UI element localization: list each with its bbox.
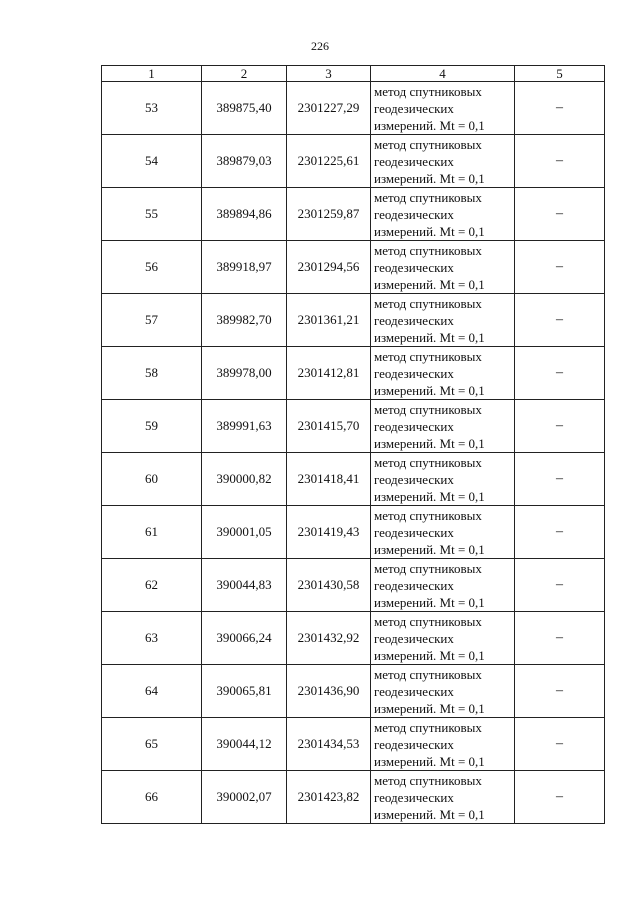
table-row [102, 294, 605, 347]
point-number: 53 [102, 82, 202, 135]
coord-x: 389879,03 [202, 135, 287, 188]
coord-x: 390044,83 [202, 559, 287, 612]
coord-y: 2301430,58 [287, 559, 371, 612]
coord-y: 2301436,90 [287, 665, 371, 718]
point-number: 61 [102, 506, 202, 559]
point-number: 63 [102, 612, 202, 665]
coord-y: 2301432,92 [287, 612, 371, 665]
coord-y: 2301227,29 [287, 82, 371, 135]
table-row [102, 241, 605, 294]
table-row [102, 453, 605, 506]
point-number: 64 [102, 665, 202, 718]
header-col-2: 2 [202, 66, 287, 82]
table-row [102, 612, 605, 665]
header-col-3: 3 [287, 66, 371, 82]
point-number: 54 [102, 135, 202, 188]
coord-x: 390066,24 [202, 612, 287, 665]
point-number: 56 [102, 241, 202, 294]
note-dash: – [515, 294, 605, 347]
point-number: 66 [102, 771, 202, 824]
measurement-method: метод спутниковых геодезических измерений. Mt = 0,1 [371, 612, 515, 665]
note-dash: – [515, 453, 605, 506]
point-number: 57 [102, 294, 202, 347]
note-dash: – [515, 665, 605, 718]
note-dash: – [515, 559, 605, 612]
point-number: 55 [102, 188, 202, 241]
measurement-method: метод спутниковых геодезических измерений. Mt = 0,1 [371, 665, 515, 718]
coord-y: 2301423,82 [287, 771, 371, 824]
point-number: 62 [102, 559, 202, 612]
table-row [102, 135, 605, 188]
table-row [102, 718, 605, 771]
coord-x: 389978,00 [202, 347, 287, 400]
measurement-method: метод спутниковых геодезических измерений. Mt = 0,1 [371, 82, 515, 135]
coord-y: 2301225,61 [287, 135, 371, 188]
point-number: 60 [102, 453, 202, 506]
header-col-4: 4 [371, 66, 515, 82]
coord-y: 2301415,70 [287, 400, 371, 453]
coord-y: 2301361,21 [287, 294, 371, 347]
table-header-row [102, 66, 605, 82]
note-dash: – [515, 400, 605, 453]
coord-x: 389991,63 [202, 400, 287, 453]
measurement-method: метод спутниковых геодезических измерений. Mt = 0,1 [371, 135, 515, 188]
header-col-5: 5 [515, 66, 605, 82]
page-number: 226 [311, 39, 329, 53]
coord-y: 2301294,56 [287, 241, 371, 294]
point-number: 58 [102, 347, 202, 400]
note-dash: – [515, 506, 605, 559]
measurement-method: метод спутниковых геодезических измерений. Mt = 0,1 [371, 347, 515, 400]
coord-y: 2301419,43 [287, 506, 371, 559]
coord-y: 2301434,53 [287, 718, 371, 771]
coord-x: 390001,05 [202, 506, 287, 559]
note-dash: – [515, 718, 605, 771]
coord-y: 2301412,81 [287, 347, 371, 400]
header-col-1: 1 [102, 66, 202, 82]
table-row [102, 347, 605, 400]
note-dash: – [515, 82, 605, 135]
measurement-method: метод спутниковых геодезических измерений. Mt = 0,1 [371, 506, 515, 559]
coord-x: 389918,97 [202, 241, 287, 294]
coord-x: 390000,82 [202, 453, 287, 506]
coord-y: 2301418,41 [287, 453, 371, 506]
table-row [102, 559, 605, 612]
point-number: 65 [102, 718, 202, 771]
note-dash: – [515, 347, 605, 400]
coord-x: 390065,81 [202, 665, 287, 718]
measurement-method: метод спутниковых геодезических измерений. Mt = 0,1 [371, 241, 515, 294]
coord-x: 389982,70 [202, 294, 287, 347]
coordinates-table [101, 65, 605, 824]
table-row [102, 188, 605, 241]
note-dash: – [515, 135, 605, 188]
measurement-method: метод спутниковых геодезических измерений. Mt = 0,1 [371, 400, 515, 453]
measurement-method: метод спутниковых геодезических измерений. Mt = 0,1 [371, 771, 515, 824]
measurement-method: метод спутниковых геодезических измерений. Mt = 0,1 [371, 718, 515, 771]
table-row [102, 771, 605, 824]
note-dash: – [515, 241, 605, 294]
coord-y: 2301259,87 [287, 188, 371, 241]
note-dash: – [515, 612, 605, 665]
measurement-method: метод спутниковых геодезических измерений. Mt = 0,1 [371, 559, 515, 612]
coord-x: 390044,12 [202, 718, 287, 771]
measurement-method: метод спутниковых геодезических измерений. Mt = 0,1 [371, 188, 515, 241]
coord-x: 390002,07 [202, 771, 287, 824]
measurement-method: метод спутниковых геодезических измерений. Mt = 0,1 [371, 294, 515, 347]
note-dash: – [515, 188, 605, 241]
table-row [102, 506, 605, 559]
point-number: 59 [102, 400, 202, 453]
coord-x: 389875,40 [202, 82, 287, 135]
coord-x: 389894,86 [202, 188, 287, 241]
table-row [102, 665, 605, 718]
table-row [102, 400, 605, 453]
measurement-method: метод спутниковых геодезических измерений. Mt = 0,1 [371, 453, 515, 506]
table-row [102, 82, 605, 135]
note-dash: – [515, 771, 605, 824]
